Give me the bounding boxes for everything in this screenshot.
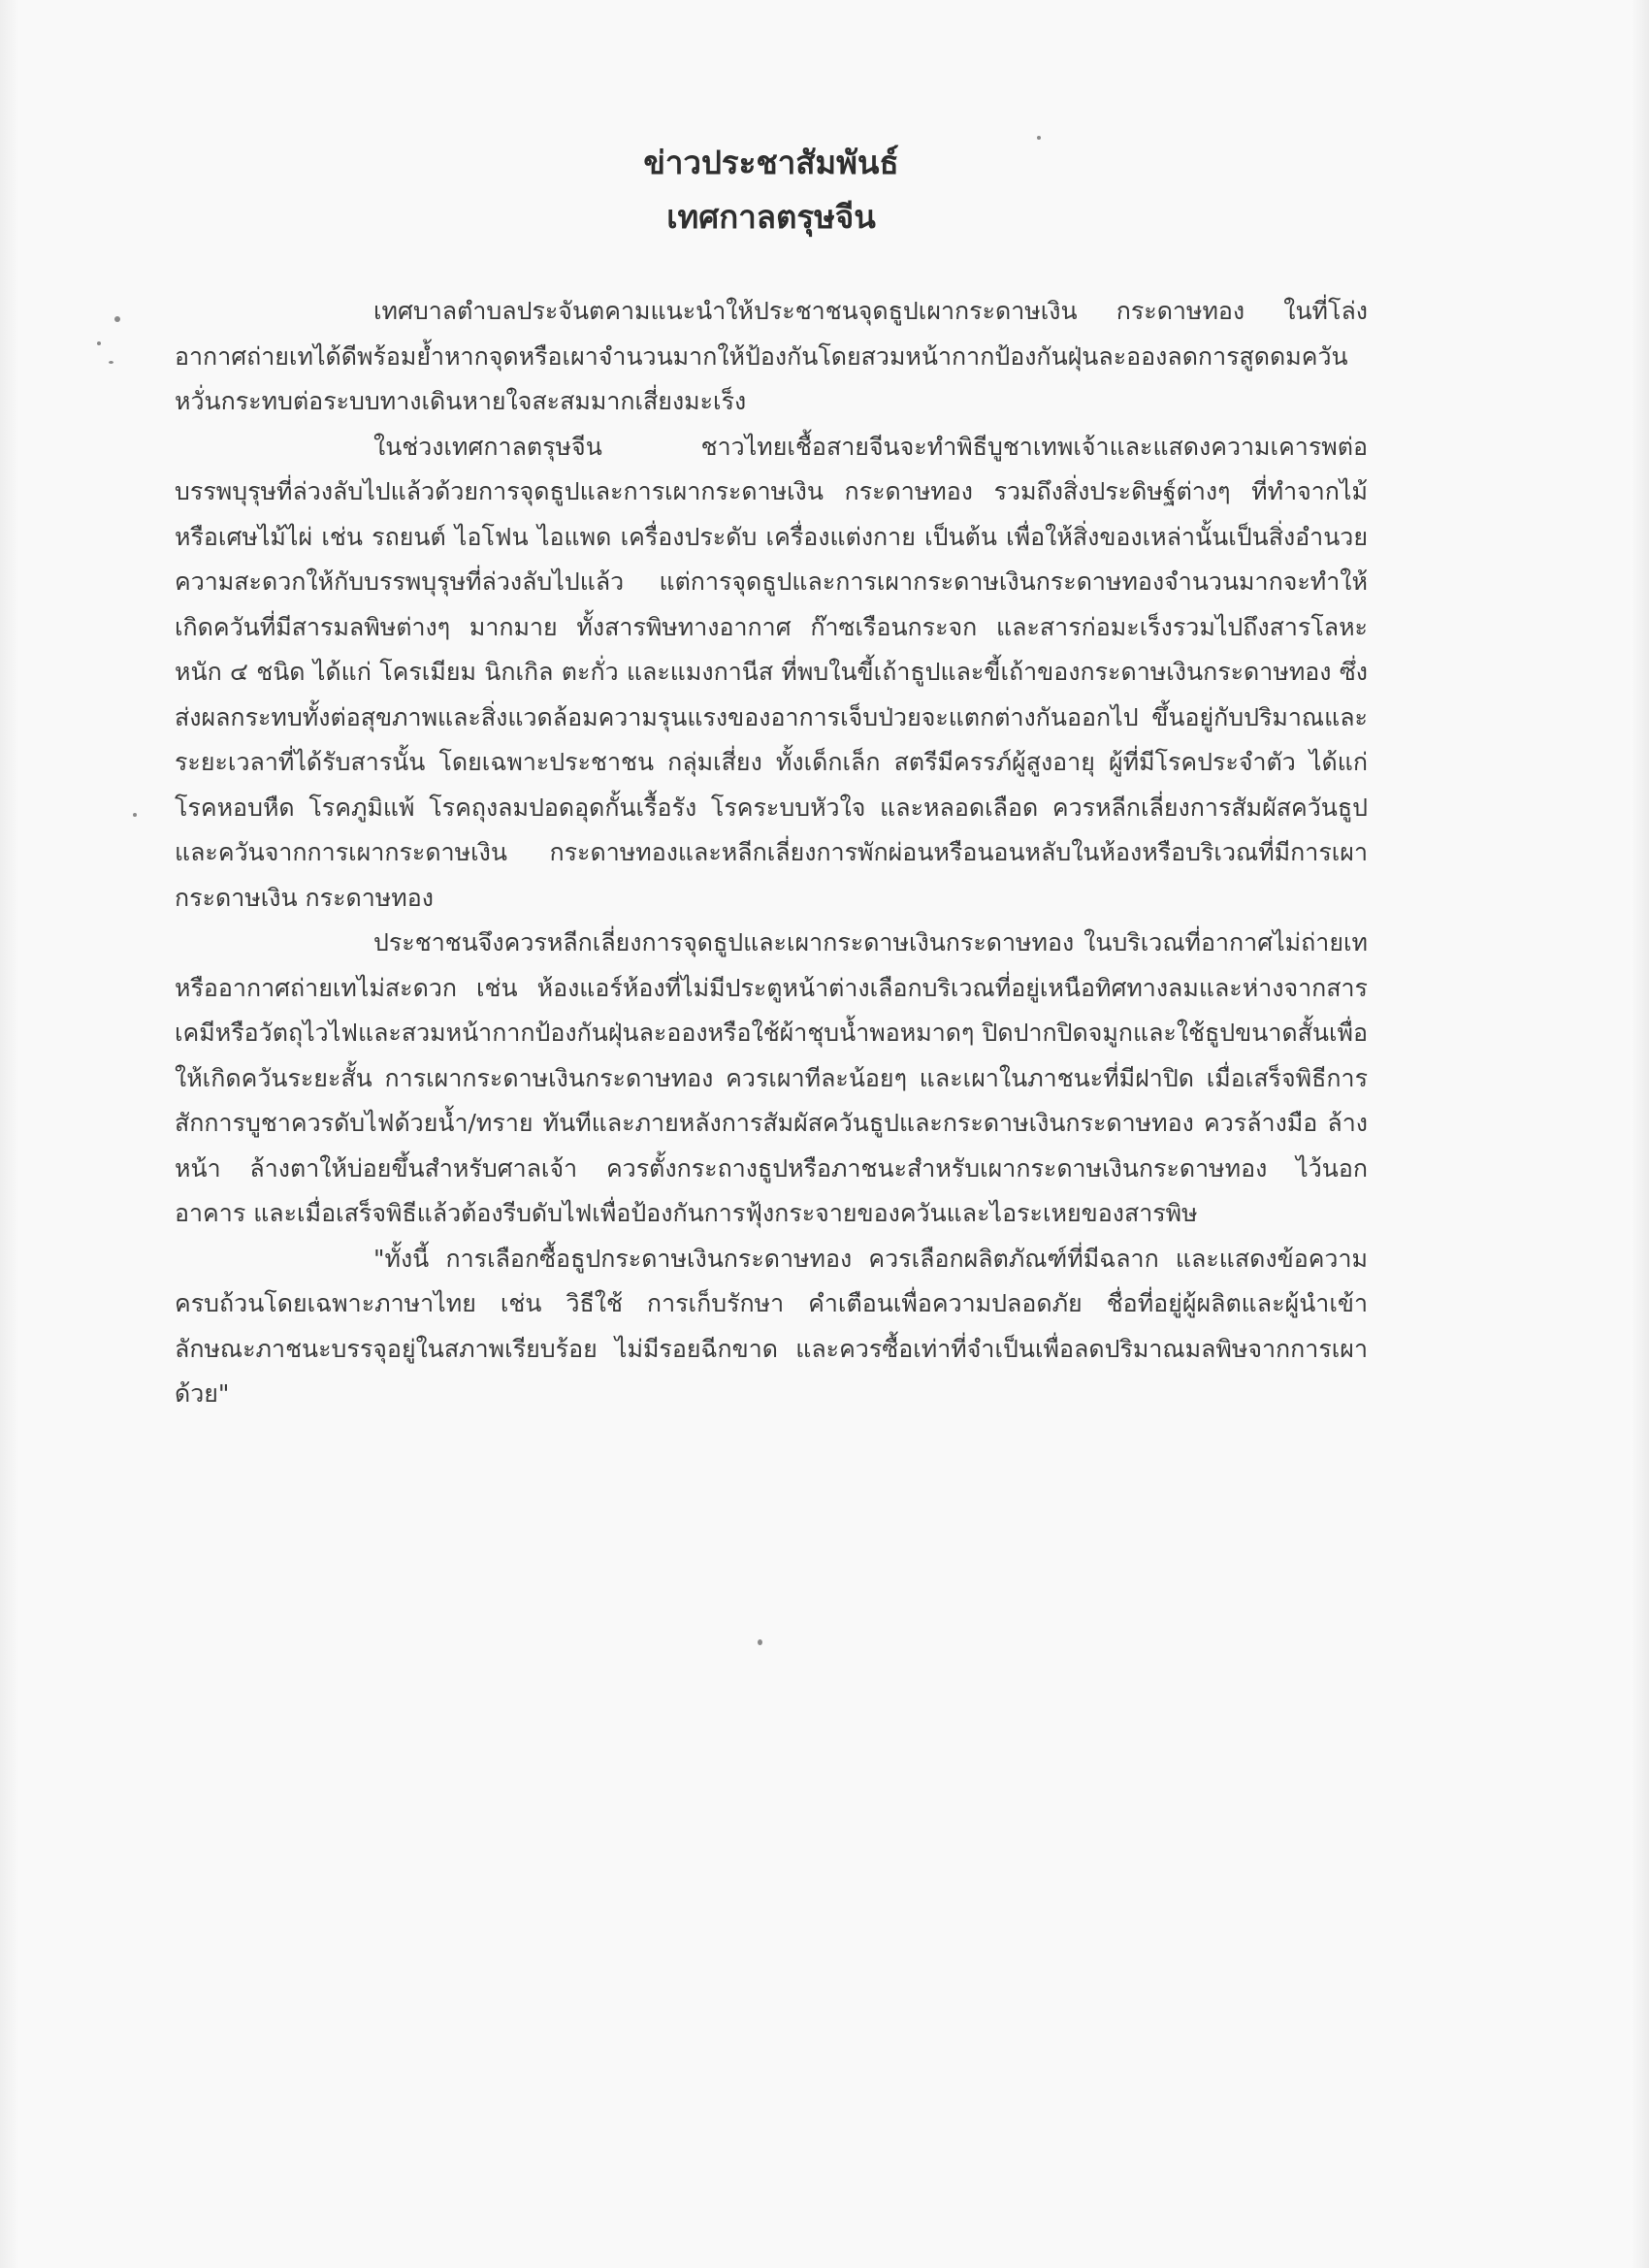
scan-speck (758, 1639, 762, 1645)
page-edge-shadow-right (1632, 0, 1649, 2268)
paragraph-text: เทศบาลตำบลประจันตคามแนะนำให้ประชาชนจุดธูปเผากระดาษเงิน กระดาษทอง ในที่โล่งอากาศถ่ายเทได้ดีพร้อมย้ำหากจุดหรือเผาจำนวนมากให้ป้องกันโดยสวมหน้ากากป้องกันฝุ่นละอองลดการสูดดมควันหวั่นกระทบต่อระบบทางเดินหายใจสะสมมากเสี่ยงมะเร็ง (175, 297, 1368, 415)
page-edge-shadow-left (0, 0, 19, 2268)
document-title: ข่าวประชาสัมพันธ์ (643, 144, 899, 181)
scan-speck (97, 341, 101, 345)
document-subtitle: เทศกาลตรุษจีน (666, 198, 876, 236)
scan-speck (109, 361, 113, 364)
paragraph-recommendations (175, 921, 1368, 1237)
paragraph-purchase-advice (175, 1237, 1368, 1417)
title-block (175, 136, 1368, 244)
paragraph-text: ในช่วงเทศกาลตรุษจีน ชาวไทยเชื้อสายจีนจะทำพิธีบูชาเทพเจ้าและแสดงความเคารพต่อบรรพบุรุษที่ล่วงลับไปแล้วด้วยการจุดธูปและการเผากระดาษเงิน กระดาษทอง รวมถึงสิ่งประดิษฐ์ต่างๆ ที่ทำจากไม้หรือเศษไม้ไผ่ เช่น รถยนต์ ไอโฟน ไอแพด เครื่องประดับ เครื่องแต่งกาย เป็นต้น เพื่อให้สิ่งของเหล่านั้นเป็นสิ่งอำนวยความสะดวกให้กับบรรพบุรุษที่ล่วงลับไปแล้ว แต่การจุดธูปและการเผากระดาษเงินกระดาษทองจำนวนมากจะทำให้เกิดควันที่มีสารมลพิษต่างๆ มากมาย ทั้งสารพิษทางอากาศ ก๊าซเรือนกระจก และสารก่อมะเร็งรวมไปถึงสารโลหะหนัก ๔ ชนิด ได้แก่ โครเมียม นิกเกิล ตะกั่ว และแมงกานีส ที่พบในขี้เถ้าธูปและขี้เถ้าของกระดาษเงินกระดาษทอง ซึ่งส่งผลกระทบทั้งต่อสุขภาพและสิ่งแวดล้อมความรุนแรงของอาการเจ็บป่วยจะแตกต่างกันออกไป ขึ้นอยู่กับปริมาณและระยะเวลาที่ได้รับสารนั้น โดยเฉพาะประชาชน กลุ่มเสี่ยง ทั้งเด็กเล็ก สตรีมีครรภ์ผู้สูงอายุ ผู้ที่มีโรคประจำตัว ได้แก่ โรคหอบหืด โรคภูมิแพ้ โรคถุงลมปอดอุดกั้นเรื้อรัง โรคระบบหัวใจ และหลอดเลือด ควรหลีกเลี่ยงการสัมผัสควันธูปและควันจากการเผากระดาษเงิน กระดาษทองและหลีกเลี่ยงการพักผ่อนหรือนอนหลับในห้องหรือบริเวณที่มีการเผากระดาษเงิน กระดาษทอง (175, 432, 1368, 912)
paragraph-text: "ทั้งนี้ การเลือกซื้อธูปกระดาษเงินกระดาษทอง ควรเลือกผลิตภัณฑ์ที่มีฉลาก และแสดงข้อความครบถ้วนโดยเฉพาะภาษาไทย เช่น วิธีใช้ การเก็บรักษา คำเตือนเพื่อความปลอดภัย ชื่อที่อยู่ผู้ผลิตและผู้นำเข้า ลักษณะภาชนะบรรจุอยู่ในสภาพเรียบร้อย ไม่มีรอยฉีกขาด และควรซื้อเท่าที่จำเป็นเพื่อลดปริมาณมลพิษจากการเผาด้วย" (175, 1244, 1368, 1408)
scan-speck (133, 813, 137, 817)
paragraph-intro (175, 289, 1368, 425)
press-release-document (175, 136, 1368, 1417)
paragraph-text: ประชาชนจึงควรหลีกเลี่ยงการจุดธูปและเผากระดาษเงินกระดาษทอง ในบริเวณที่อากาศไม่ถ่ายเทหรืออากาศถ่ายเทไม่สะดวก เช่น ห้องแอร์ห้องที่ไม่มีประตูหน้าต่างเลือกบริเวณที่อยู่เหนือทิศทางลมและห่างจากสารเคมีหรือวัตถุไวไฟและสวมหน้ากากป้องกันฝุ่นละอองหรือใช้ผ้าชุบน้ำพอหมาดๆ ปิดปากปิดจมูกและใช้ธูปขนาดสั้นเพื่อให้เกิดควันระยะสั้น การเผากระดาษเงินกระดาษทอง ควรเผาทีละน้อยๆ และเผาในภาชนะที่มีฝาปิด เมื่อเสร็จพิธีการสักการบูชาควรดับไฟด้วยน้ำ/ทราย ทันทีและภายหลังการสัมผัสควันธูปและกระดาษเงินกระดาษทอง ควรล้างมือ ล้างหน้า ล้างตาให้บ่อยขึ้นสำหรับศาลเจ้า ควรตั้งกระถางธูปหรือภาชนะสำหรับเผากระดาษเงินกระดาษทอง ไว้นอกอาคาร และเมื่อเสร็จพิธีแล้วต้องรีบดับไฟเพื่อป้องกันการฟุ้งกระจายของควันและไอระเหยของสารพิษ (175, 928, 1368, 1227)
scan-speck (114, 316, 120, 322)
paragraph-background (175, 425, 1368, 922)
